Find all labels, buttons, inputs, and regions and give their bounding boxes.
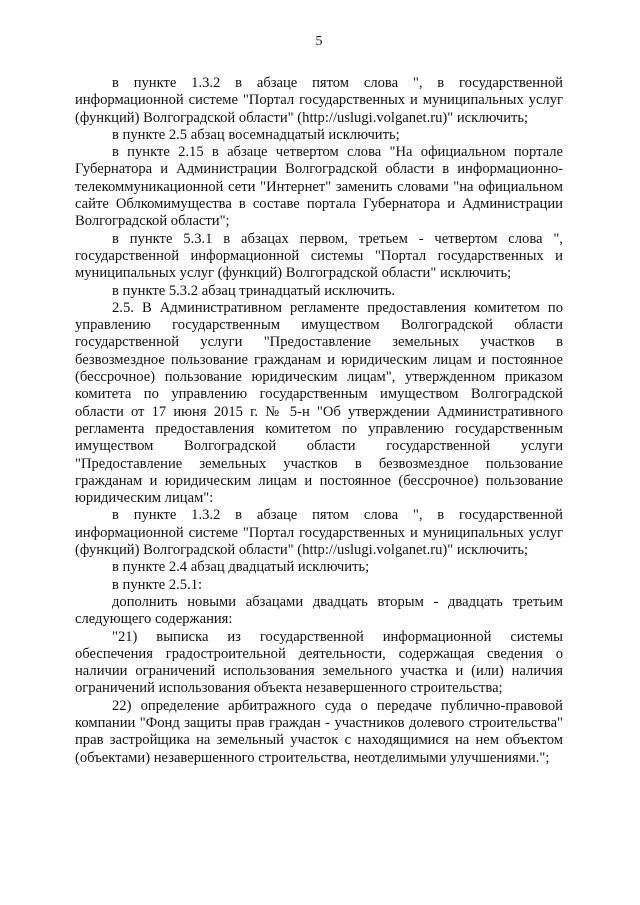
paragraph-12: 22) определение арбитражного суда о передаче публично-правовой компании "Фонд защиты прав граждан - участников долевого строительства" прав застройщика на земельный участок с находящимися на нем объектом (объектами) незавершенного строительства, неотделимыми улучшениями."; (75, 697, 563, 766)
paragraph-6: 2.5. В Административном регламенте предоставления комитетом по управлению государственным имуществом Волгоградской области государственной услуги "Предоставление земельных участков в безвозмездное пользование гражданам и юридическим лицам и постоянное (бессрочное) пользование юридическим лицам", утвержденном приказом комитета по управлению государственным имуществом Волгоградской области от 17 июня 2015 г. № 5-н "Об утверждении Административного регламента предоставления комитетом по управлению государственным имуществом Волгоградской области государственной услуги "Предоставление земельных участков в безвозмездное пользование гражданам и юридическим лицам и постоянное (бессрочное) пользование юридическим лицам": (75, 299, 563, 507)
paragraph-1: в пункте 1.3.2 в абзаце пятом слова ", в государственной информационной системе "Портал государственных и муниципальных услуг (функций) Волгоградской области" (http://uslugi.volganet.ru)" исключить; (75, 75, 563, 126)
paragraph-9: в пункте 2.5.1: (112, 576, 203, 593)
page-number: 5 (315, 34, 323, 49)
paragraph-8: в пункте 2.4 абзац двадцатый исключить; (112, 559, 370, 576)
paragraph-11: "21) выписка из государственной информационной системы обеспечения градостроительной деятельности, содержащая сведения о наличии ограничений использования земельного участка и (или) наличия ограничений использования объекта незавершенного строительства; (75, 628, 563, 697)
paragraph-4: в пункте 5.3.1 в абзацах первом, третьем - четвертом слова ", государственной информационной системы "Портал государственных и муниципальных услуг (функций) Волгоградской области" исключить; (75, 230, 563, 282)
paragraph-3: в пункте 2.15 в абзаце четвертом слова "На официальном портале Губернатора и Администрации Волгоградской области в информационно-телекоммуникационной сети "Интернет" заменить словами "на официальном сайте Облкомимущества в составе портала Губернатора и Администрации Волгоградской области"; (75, 144, 563, 230)
paragraph-2: в пункте 2.5 абзац восемнадцатый исключить; (112, 126, 400, 143)
paragraph-10: дополнить новыми абзацами двадцать вторым - двадцать третьим следующего содержания: (75, 593, 563, 628)
paragraph-5: в пункте 5.3.2 абзац тринадцатый исключить. (112, 282, 396, 299)
paragraph-7: в пункте 1.3.2 в абзаце пятом слова ", в государственной информационной системе "Портал государственных и муниципальных услуг (функций) Волгоградской области" (http://uslugi.volganet.ru)" исключить; (75, 507, 563, 559)
document-body (75, 75, 563, 767)
